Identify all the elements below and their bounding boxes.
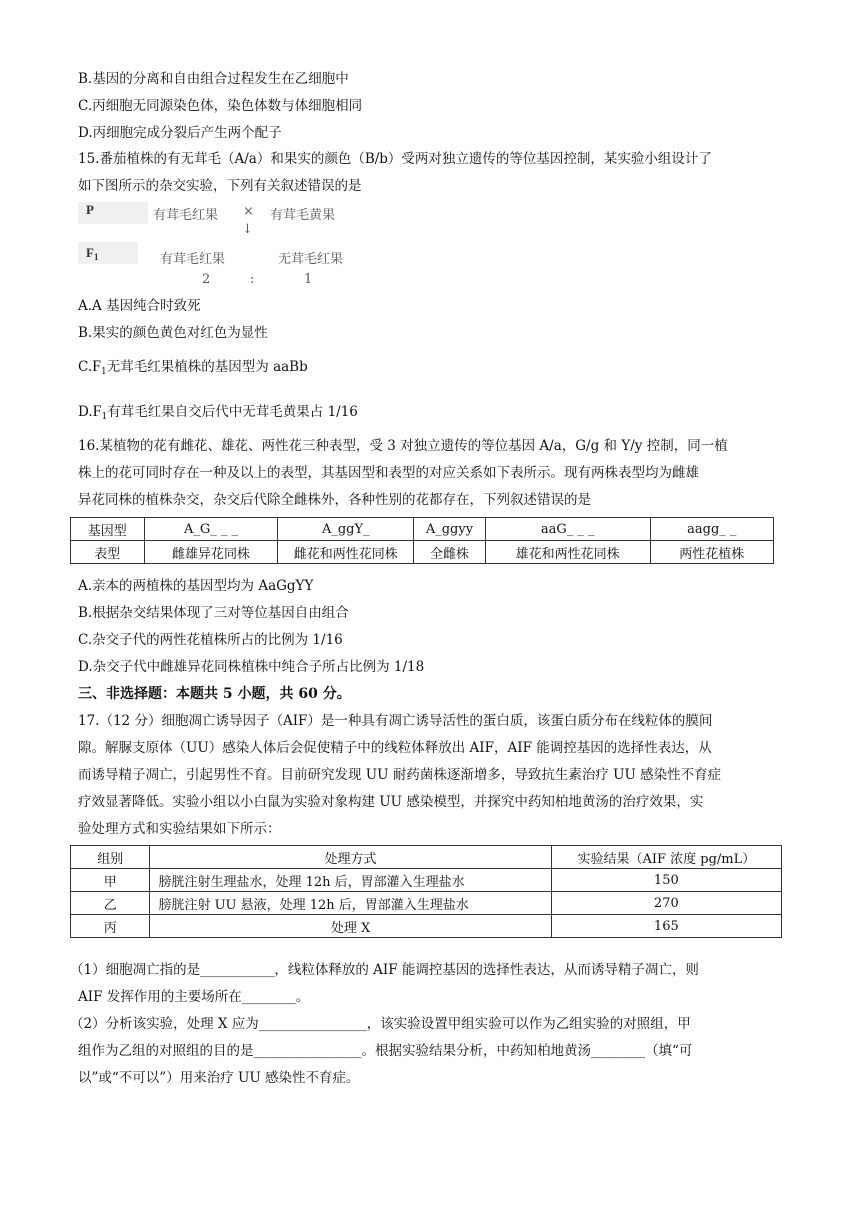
table-cell: A_ggY_ (278, 518, 414, 541)
table-header-cell: 基因型 (71, 518, 145, 541)
q16-option-c: C.杂交子代的两性花植株所占的比例为 1/16 (78, 632, 343, 648)
p-label: P (86, 202, 94, 217)
f1-child2: 无茸毛红果 (278, 252, 344, 267)
table-cell: 270 (551, 892, 781, 915)
q17-para-line: 疗效显著降低。实验小组以小白鼠为实验对象构建 UU 感染模型，并探究中药知柏地黄汤的治疗效果，实 (78, 794, 704, 810)
q17-sub2-line1: （2）分析该实验，处理 X 应为________________，该实验设置甲组实验可以作为乙组实验的对照组，甲 (70, 1016, 691, 1032)
table-header-cell: 实验结果（AIF 浓度 pg/mL） (551, 846, 781, 869)
q16-stem-line1: 16.某植物的花有雌花、雄花、两性花三种表型，受 3 对独立遗传的等位基因 A/a，G/g 和 Y/y 控制，同一植 (78, 438, 728, 454)
table-row (71, 869, 782, 892)
table-row (71, 892, 782, 915)
table-cell: 两性花植株 (650, 541, 773, 564)
table-row (71, 846, 782, 869)
table-cell: 雄花和两性花同株 (485, 541, 650, 564)
q16-option-b: B.根据杂交结果体现了三对等位基因自由组合 (78, 605, 349, 621)
q15-stem-line1: 15.番茄植株的有无茸毛（A/a）和果实的颜色（B/b）受两对独立遗传的等位基因控制，某实验小组设计了 (78, 151, 712, 167)
table-cell: 150 (551, 869, 781, 892)
table-row (71, 541, 774, 564)
table-cell: 165 (551, 915, 781, 938)
ratio-left: 2 (202, 272, 211, 287)
section-title: 三、非选择题：本题共 5 小题，共 60 分。 (78, 686, 351, 702)
q16-option-a: A.亲本的两植株的基因型均为 AaGgYY (78, 578, 314, 594)
q15-option-d: $D.F_1$有茸毛红果自交后代中无茸毛黄果占 1/16 (78, 403, 358, 422)
q17-sub1-line1: （1）细胞凋亡指的是___________，线粒体释放的 AIF 能调控基因的选择性表达，从而诱导精子凋亡，则 (70, 962, 699, 978)
q16-stem-line2: 株上的花可同时存在一种及以上的表型，其基因型和表型的对应关系如下表所示。现有两株表型均为雌雄 (78, 465, 699, 481)
q15-option-a: A.A 基因纯合时致死 (78, 298, 201, 314)
q17-experiment-table (70, 845, 782, 938)
cross-arrow: ↓ (242, 222, 253, 237)
table-cell: aaG_ _ _ (485, 518, 650, 541)
table-cell: A_ggyy (414, 518, 486, 541)
table-cell: 雌花和两性花同株 (278, 541, 414, 564)
table-row (71, 518, 774, 541)
q15-option-b: B.果实的颜色黄色对红色为显性 (78, 325, 268, 341)
table-cell: 膀胱注射 UU 悬液，处理 12h 后，胃部灌入生理盐水 (150, 892, 551, 915)
table-cell: aagg_ _ (650, 518, 773, 541)
ratio-right: 1 (304, 272, 313, 287)
f1-symbol: F (92, 358, 102, 375)
q17-sub2-line2: 组作为乙组的对照组的目的是________________。根据实验结果分析，中药知柏地黄汤________（填“可 (78, 1043, 693, 1059)
q17-sub2-line3: 以”或“不可以”）用来治疗 UU 感染性不育症。 (78, 1070, 360, 1086)
q17-para-line: 验处理方式和实验结果如下所示： (78, 821, 281, 837)
cross-sign: × (243, 204, 254, 219)
table-cell: 雌雄异花同株 (144, 541, 278, 564)
q16-stem-line3: 异花同株的植株杂交，杂交后代除全雌株外，各种性别的花都存在，下列叙述错误的是 (78, 492, 591, 508)
table-cell: 处理 X (150, 915, 551, 938)
table-cell: 乙 (71, 892, 150, 915)
p-parent1: 有茸毛红果 (153, 208, 219, 223)
f1-child1: 有茸毛红果 (160, 252, 226, 267)
q17-para-line: 而诱导精子凋亡，引起男性不育。目前研究发现 UU 耐药菌株逐渐增多，导致抗生素治疗 UU 感染性不育症 (78, 767, 722, 783)
table-cell: 全雌株 (414, 541, 486, 564)
f1-symbol: F (92, 403, 102, 420)
ratio-colon: : (250, 272, 255, 287)
q15-option-c: $C.F_1$无茸毛红果植株的基因型为 aaBb (78, 358, 308, 377)
f1-label: $F_1$ (86, 245, 99, 262)
q17-para-line: 17.（12 分）细胞凋亡诱导因子（AIF）是一种具有凋亡诱导活性的蛋白质，该蛋白质分布在线粒体的膜间 (78, 713, 713, 729)
table-cell: A_G_ _ _ (144, 518, 278, 541)
q14-option-b: B.基因的分离和自由组合过程发生在乙细胞中 (78, 71, 349, 87)
table-header-cell: 组别 (71, 846, 150, 869)
table-header-cell: 处理方式 (150, 846, 551, 869)
table-header-cell: 表型 (71, 541, 145, 564)
q14-option-c: C.丙细胞无同源染色体，染色体数与体细胞相同 (78, 98, 363, 114)
table-cell: 膀胱注射生理盐水，处理 12h 后，胃部灌入生理盐水 (150, 869, 551, 892)
q15-cross-diagram (78, 198, 378, 290)
q14-option-d: D.丙细胞完成分裂后产生两个配子 (78, 125, 282, 141)
table-cell: 甲 (71, 869, 150, 892)
q17-para-line: 隙。解脲支原体（UU）感染人体后会促使精子中的线粒体释放出 AIF，AIF 能调控基因的选择性表达，从 (78, 740, 712, 756)
q15-stem-line2: 如下图所示的杂交实验，下列有关叙述错误的是 (78, 178, 362, 194)
table-row (71, 915, 782, 938)
p-parent2: 有茸毛黄果 (270, 208, 336, 223)
q16-genotype-table (70, 517, 774, 564)
q17-sub1-line2: AIF 发挥作用的主要场所在________。 (78, 989, 310, 1005)
q16-option-d: D.杂交子代中雌雄异花同株植株中纯合子所占比例为 1/18 (78, 659, 425, 675)
table-cell: 丙 (71, 915, 150, 938)
